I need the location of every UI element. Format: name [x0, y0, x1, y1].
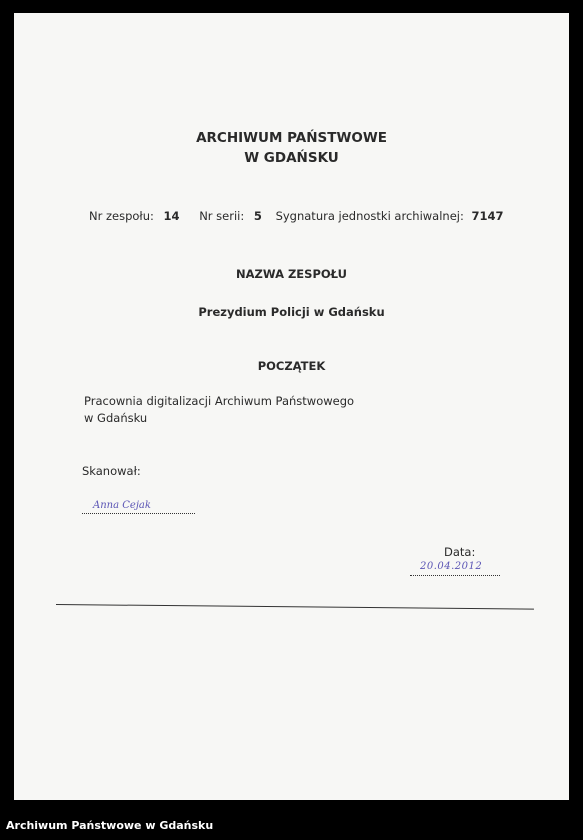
- archive-title-line2: W GDAŃSKU: [244, 150, 339, 166]
- signature-dotted-line: [82, 513, 195, 514]
- poczatek-heading: POCZĄTEK: [257, 359, 326, 373]
- pracownia-line2: w Gdańsku: [84, 411, 148, 425]
- horizontal-rule: [56, 604, 534, 610]
- nr-zespolu-label: Nr zespołu:: [89, 209, 154, 223]
- nr-serii-value: 5: [253, 209, 262, 223]
- metadata-row: [89, 209, 504, 223]
- sygnatura-value: 7147: [471, 209, 504, 223]
- date-dotted-line: [410, 575, 500, 576]
- archive-title-line1: ARCHIWUM PAŃSTWOWE: [196, 130, 387, 146]
- scanner-signature: Anna Cejak: [93, 500, 151, 511]
- footer-caption: Archiwum Państwowe w Gdańsku: [6, 819, 214, 832]
- date-handwritten: 20.04.2012: [420, 561, 483, 572]
- nr-serii-label: Nr serii:: [199, 209, 245, 223]
- sygnatura-label: Sygnatura jednostki archiwalnej:: [275, 209, 464, 223]
- skanowal-label: Skanował:: [82, 464, 141, 478]
- document-page: [14, 13, 569, 800]
- pracownia-line1: Pracownia digitalizacji Archiwum Państwowego: [84, 394, 355, 408]
- data-label: Data:: [444, 545, 476, 559]
- nazwa-zespolu-value: Prezydium Policji w Gdańsku: [198, 305, 385, 319]
- nazwa-zespolu-heading: NAZWA ZESPOŁU: [236, 267, 347, 281]
- nr-zespolu-value: 14: [163, 209, 180, 223]
